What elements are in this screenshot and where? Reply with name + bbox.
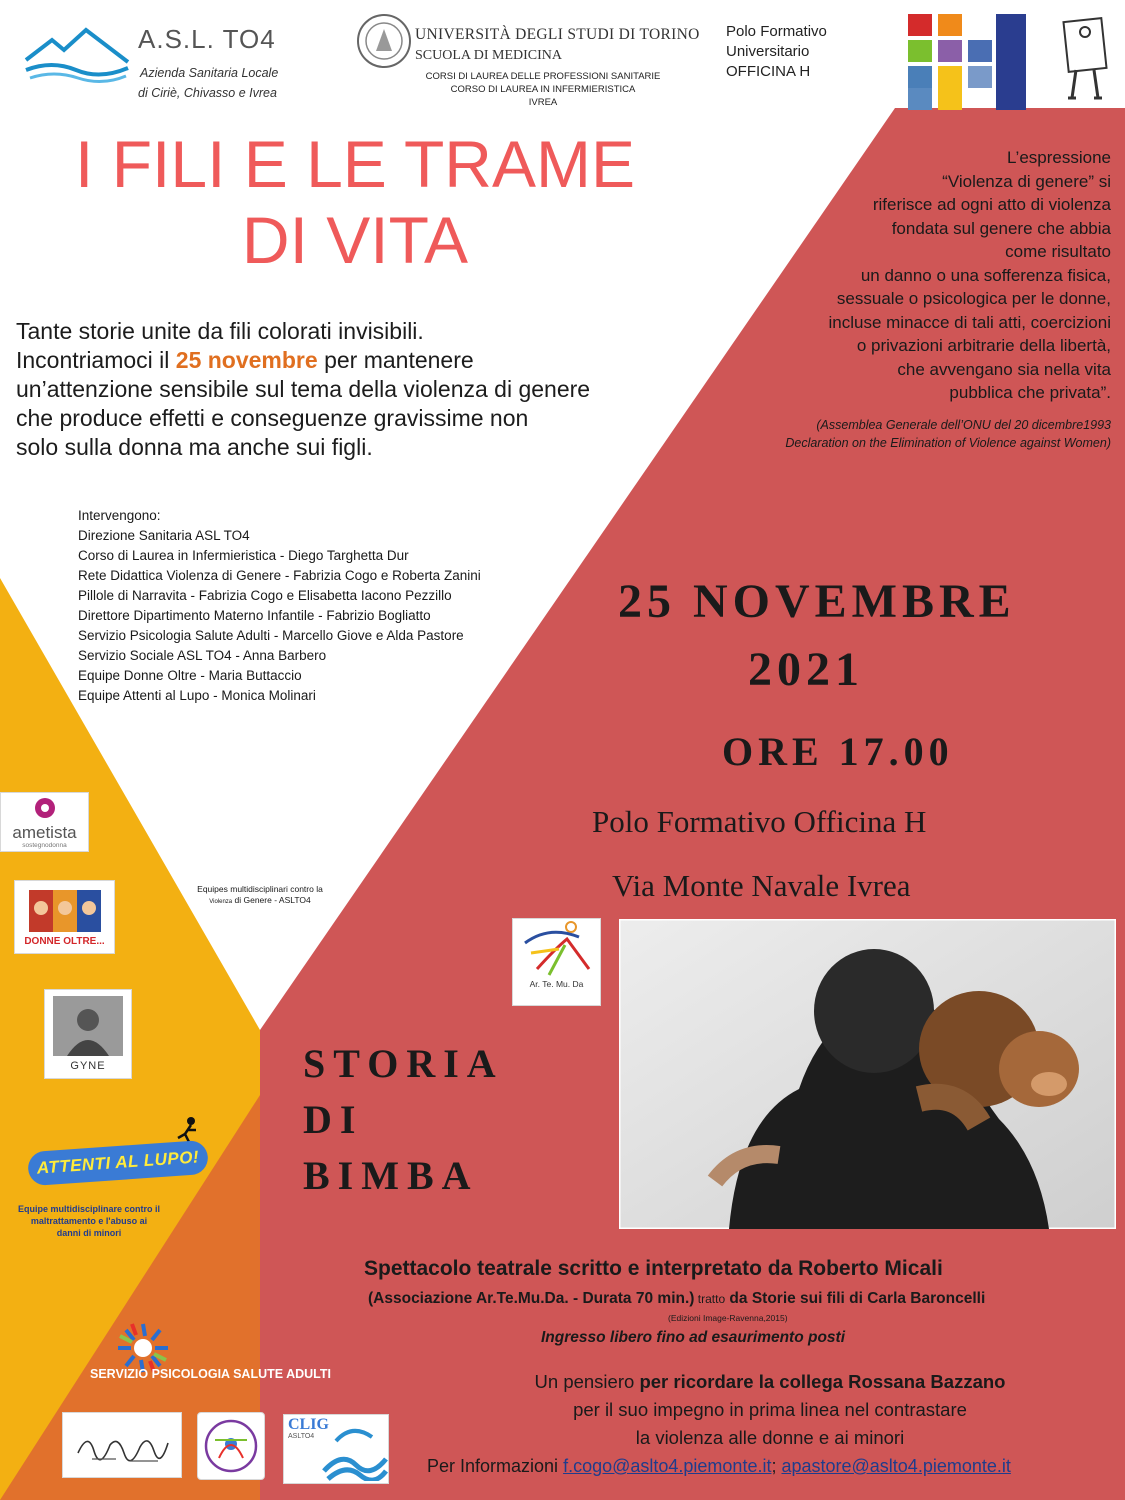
- attenti-al-lupo-logo: ATTENTI AL LUPO!: [27, 1140, 209, 1186]
- asl-logo-icon: [24, 26, 130, 84]
- radio-spazio-icon: [203, 1418, 259, 1474]
- quote-line-5: come risultato: [1005, 242, 1111, 261]
- event-venue: Polo Formativo Officina H: [592, 804, 927, 839]
- ametista-logo: [0, 792, 89, 852]
- speaker-item: Direttore Dipartimento Materno Infantile - Fabrizio Bogliatto: [78, 608, 431, 623]
- equipes-line-2: [150, 895, 370, 908]
- quote-source-line-1: (Assemblea Generale dell’ONU del 20 dicembre1993: [816, 418, 1111, 432]
- memorial-note: [430, 1368, 1110, 1452]
- donne-oltre-faces-icon: [29, 890, 101, 932]
- attenti-caption: [0, 1203, 178, 1239]
- show-title: [303, 1036, 504, 1204]
- contact-separator: ;: [771, 1456, 782, 1476]
- intro-line-3: un’attenzione sensibile sul tema della violenza di genere: [16, 376, 591, 402]
- quote-line-4: fondata sul genere che abbia: [891, 218, 1111, 238]
- asl-name: A.S.L. TO4: [138, 24, 276, 54]
- title-line-1: I FILI E LE TRAME: [75, 127, 635, 201]
- intro-line-1: Tante storie unite da fili colorati invisibili.: [16, 318, 424, 344]
- contact-email-1-link[interactable]: f.cogo@aslto4.piemonte.it: [563, 1456, 772, 1476]
- quote-source: [651, 416, 1111, 452]
- page-title: [0, 126, 710, 278]
- clig-subtitle: ASLTO4: [288, 1433, 315, 1440]
- handwritten-logo-icon: [74, 1423, 170, 1467]
- university-course-line-3: IVREA: [528, 97, 558, 108]
- book-character-icon: [1058, 14, 1112, 102]
- gyne-name: GYNE: [70, 1060, 106, 1072]
- speaker-item: Equipe Attenti al Lupo - Monica Molinari: [78, 688, 316, 703]
- event-date-line-2: 2021: [748, 643, 864, 696]
- event-time: ORE 17.00: [722, 729, 954, 774]
- equipes-line-1: Equipes multidisciplinari contro la: [197, 884, 323, 894]
- quote-source-line-2: Declaration on the Elimination of Violence against Women): [785, 436, 1111, 450]
- radio-spazio-logo: [197, 1412, 265, 1480]
- ametista-name: ametista: [12, 822, 77, 842]
- signature-logo: [62, 1412, 182, 1478]
- event-address: Via Monte Navale Ivrea: [612, 868, 911, 903]
- servizio-psicologia-label: SERVIZIO PSICOLOGIA SALUTE ADULTI: [90, 1367, 331, 1381]
- show-source: da Storie sui fili di Carla Baroncelli: [725, 1290, 986, 1307]
- quote-line-8: incluse minacce di tali atti, coercizioni: [828, 312, 1111, 332]
- quote-line-11: pubblica che privata”.: [949, 383, 1111, 402]
- donne-oltre-logo: [14, 880, 115, 954]
- intro-line-5: solo sulla donna ma anche sui figli.: [16, 434, 373, 460]
- speaker-item: Rete Didattica Violenza di Genere - Fabrizia Cogo e Roberta Zanini: [78, 568, 481, 583]
- ametista-subtitle: sostegnodonna: [22, 841, 67, 849]
- contact-email-2-link[interactable]: apastore@aslto4.piemonte.it: [781, 1456, 1011, 1476]
- quote-line-3: riferisce ad ogni atto di violenza: [872, 195, 1111, 214]
- memorial-highlight: per ricordare la collega Rossana Bazzano: [639, 1371, 1006, 1392]
- intro-line-2-pre: Incontriamoci il: [16, 347, 176, 373]
- quote-line-10: che avvengano sia nella vita: [897, 359, 1111, 379]
- clig-name: CLIG: [288, 1416, 329, 1433]
- speakers-heading: Intervengono:: [78, 508, 161, 523]
- polo-line-1: Polo Formativo: [726, 23, 827, 40]
- clig-waves-icon: [322, 1421, 388, 1481]
- quote-line-1: L’espressione: [1007, 148, 1111, 167]
- event-date-line-1: 25 NOVEMBRE: [618, 575, 1016, 628]
- speaker-item: Direzione Sanitaria ASL TO4: [78, 528, 250, 543]
- intro-date-highlight: 25 novembre: [175, 347, 318, 373]
- contact-label: Per Informazioni: [427, 1456, 564, 1476]
- attenti-caption-line-1: Equipe multidisciplinare contro il: [17, 1204, 161, 1214]
- show-association: [368, 1290, 985, 1308]
- quote-line-2: “Violenza di genere” si: [942, 171, 1111, 191]
- university-name: UNIVERSITÀ DEGLI STUDI DI TORINO: [415, 26, 700, 43]
- university-seal-icon: [356, 13, 412, 69]
- memorial-line-2: per il suo impegno in prima linea nel contrastare: [573, 1399, 967, 1420]
- show-title-line-2: DI: [303, 1097, 364, 1142]
- asl-subtitle-1: Azienda Sanitaria Locale: [140, 66, 279, 80]
- gyne-logo: [44, 989, 132, 1079]
- quote-line-7: sessuale o psicologica per le donne,: [836, 289, 1111, 308]
- polo-line-2: Universitario: [726, 43, 810, 60]
- equipes-line-2-post: di Genere - ASLTO4: [232, 895, 311, 905]
- memorial-line-1: [430, 1368, 1110, 1396]
- university-school: SCUOLA DI MEDICINA: [415, 48, 562, 63]
- intro-line-2: [16, 346, 590, 375]
- show-tratto-label: tratto: [694, 1292, 726, 1306]
- gyne-photo-icon: [53, 996, 123, 1056]
- speaker-item: Servizio Psicologia Salute Adulti - Marcello Giove e Alda Pastore: [78, 628, 464, 643]
- intro-paragraph: [16, 317, 590, 462]
- show-title-line-1: STORIA: [303, 1041, 504, 1086]
- donne-oltre-name: DONNE OLTRE...: [24, 936, 105, 947]
- show-edition: (Edizioni Image-Ravenna,2015): [668, 1313, 788, 1323]
- show-entry-info: Ingresso libero fino ad esaurimento posti: [541, 1329, 846, 1346]
- university-course-line-1: CORSI DI LAUREA DELLE PROFESSIONI SANITARIE: [425, 71, 661, 82]
- intro-line-2-post: per mantenere: [317, 347, 474, 373]
- speaker-item: Corso di Laurea in Infermieristica - Diego Targhetta Dur: [78, 548, 409, 563]
- polo-formativo-label: [726, 22, 827, 82]
- polo-line-3: OFFICINA H: [726, 63, 811, 80]
- show-association-name: (Associazione Ar.Te.Mu.Da. - Durata 70 min.): [368, 1290, 695, 1307]
- university-course-line-2: CORSO DI LAUREA IN INFERMIERISTICA: [450, 84, 636, 95]
- artemuda-name: Ar. Te. Mu. Da: [529, 979, 584, 989]
- university-courses: [415, 70, 671, 109]
- attenti-caption-line-2: maltrattamento e l'abuso ai: [30, 1216, 148, 1226]
- equipes-line-2-pre: Violenza: [209, 899, 233, 905]
- artemuda-figure-icon: [519, 919, 595, 979]
- asl-subtitle-2: di Ciriè, Chivasso e Ivrea: [138, 86, 277, 100]
- officina-h-logo-icon: [908, 14, 1026, 110]
- quote-line-9: o privazioni arbitrarie della libertà,: [856, 336, 1111, 355]
- speaker-item: Pillole di Narravita - Fabrizia Cogo e Elisabetta Iacono Pezzillo: [78, 588, 452, 603]
- speaker-item: Equipe Donne Oltre - Maria Buttaccio: [78, 668, 302, 683]
- attenti-caption-line-3: danni di minori: [56, 1228, 122, 1238]
- artemuda-logo: [512, 918, 601, 1006]
- ametista-flower-icon: [30, 796, 60, 824]
- clig-logo: [283, 1414, 389, 1484]
- memorial-pre: Un pensiero: [534, 1371, 640, 1392]
- show-title-line-3: BIMBA: [303, 1153, 479, 1198]
- show-description: Spettacolo teatrale scritto e interpretato da Roberto Micali: [364, 1257, 943, 1280]
- memorial-line-3: la violenza alle donne e ai minori: [635, 1427, 905, 1448]
- speaker-item: Servizio Sociale ASL TO4 - Anna Barbero: [78, 648, 327, 663]
- quote-line-6: un danno o una sofferenza fisica,: [860, 265, 1111, 285]
- contact-info: [427, 1456, 1011, 1477]
- equipes-caption: [150, 884, 370, 908]
- definition-quote: [691, 146, 1111, 405]
- title-line-2: DI VITA: [241, 203, 469, 277]
- hug-photo: [619, 919, 1116, 1229]
- speakers-list: [78, 506, 481, 706]
- intro-line-4: che produce effetti e conseguenze gravissime non: [16, 405, 529, 431]
